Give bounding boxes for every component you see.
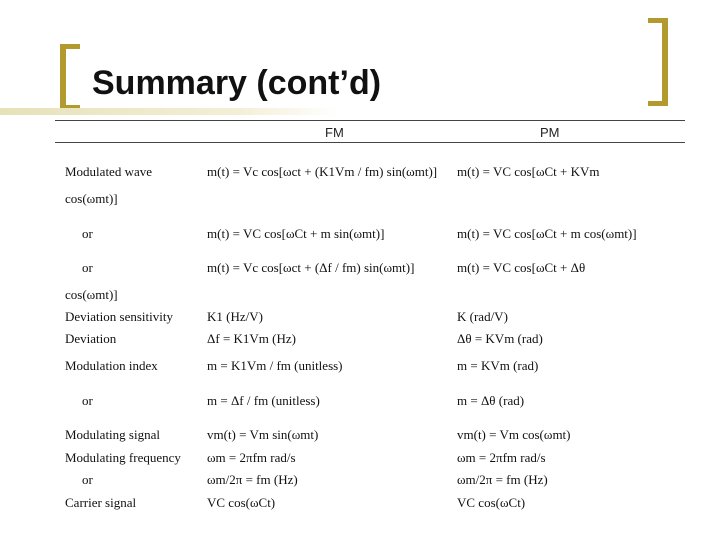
row-label: Modulation index <box>65 358 158 373</box>
table-row <box>55 471 685 491</box>
header-fm: FM <box>325 125 344 140</box>
pm-cell: K (rad/V) <box>457 309 508 324</box>
pm-cell: vm(t) = Vm cos(ωmt) <box>457 427 571 442</box>
table-row <box>55 259 685 279</box>
pm-cell: ωm/2π = fm (Hz) <box>457 472 548 487</box>
row-label: Deviation sensitivity <box>65 309 173 324</box>
pm-cell: m(t) = VC cos[ωCt + KVm <box>457 164 600 179</box>
fm-pm-summary-table <box>55 118 685 523</box>
pm-cell: ωm = 2πfm rad/s <box>457 450 546 465</box>
table-row <box>55 225 685 245</box>
header-pm: PM <box>540 125 560 140</box>
fm-cell: m(t) = Vc cos[ωct + (K1Vm / fm) sin(ωmt)] <box>207 164 438 179</box>
row-label: or <box>82 226 93 241</box>
row-label: cos(ωmt)] <box>65 191 118 206</box>
title-underline <box>0 108 340 115</box>
fm-cell: m(t) = Vc cos[ωct + (Δf / fm) sin(ωmt)] <box>207 260 415 275</box>
table-row <box>55 190 685 210</box>
fm-cell: ωm = 2πfm rad/s <box>207 450 296 465</box>
row-label: cos(ωmt)] <box>65 287 118 302</box>
row-label: or <box>82 393 93 408</box>
fm-cell: VC cos(ωCt) <box>207 495 276 510</box>
fm-cell: K1 (Hz/V) <box>207 309 263 324</box>
row-label: Modulating frequency <box>65 450 181 465</box>
fm-cell: vm(t) = Vm sin(ωmt) <box>207 427 319 442</box>
pm-cell: m(t) = VC cos[ωCt + m cos(ωmt)] <box>457 226 637 241</box>
pm-cell: VC cos(ωCt) <box>457 495 526 510</box>
table-row <box>55 392 685 412</box>
left-bracket-decoration <box>60 44 84 114</box>
table-header-rule <box>55 142 685 143</box>
slide-title: Summary (cont’d) <box>92 64 382 102</box>
row-label: or <box>82 472 93 487</box>
row-label: Deviation <box>65 331 117 346</box>
fm-cell: ωm/2π = fm (Hz) <box>207 472 298 487</box>
table-row <box>55 426 685 446</box>
row-label: Modulated wave <box>65 164 153 179</box>
pm-cell: m = Δθ (rad) <box>457 393 525 408</box>
table-top-rule <box>55 120 685 121</box>
table-row <box>55 357 685 377</box>
table-row <box>55 286 685 306</box>
pm-cell: m(t) = VC cos[ωCt + Δθ <box>457 260 586 275</box>
table-row <box>55 449 685 469</box>
fm-cell: m = Δf / fm (unitless) <box>207 393 320 408</box>
table-row <box>55 494 685 514</box>
table-row <box>55 163 685 183</box>
pm-cell: m = KVm (rad) <box>457 358 539 373</box>
fm-cell: m = K1Vm / fm (unitless) <box>207 358 343 373</box>
fm-cell: m(t) = VC cos[ωCt + m sin(ωmt)] <box>207 226 385 241</box>
row-label: Carrier signal <box>65 495 137 510</box>
table-row <box>55 308 685 328</box>
right-bracket-decoration <box>648 18 672 108</box>
fm-cell: Δf = K1Vm (Hz) <box>207 331 296 346</box>
row-label: or <box>82 260 93 275</box>
pm-cell: Δθ = KVm (rad) <box>457 331 543 346</box>
row-label: Modulating signal <box>65 427 160 442</box>
table-row <box>55 330 685 350</box>
